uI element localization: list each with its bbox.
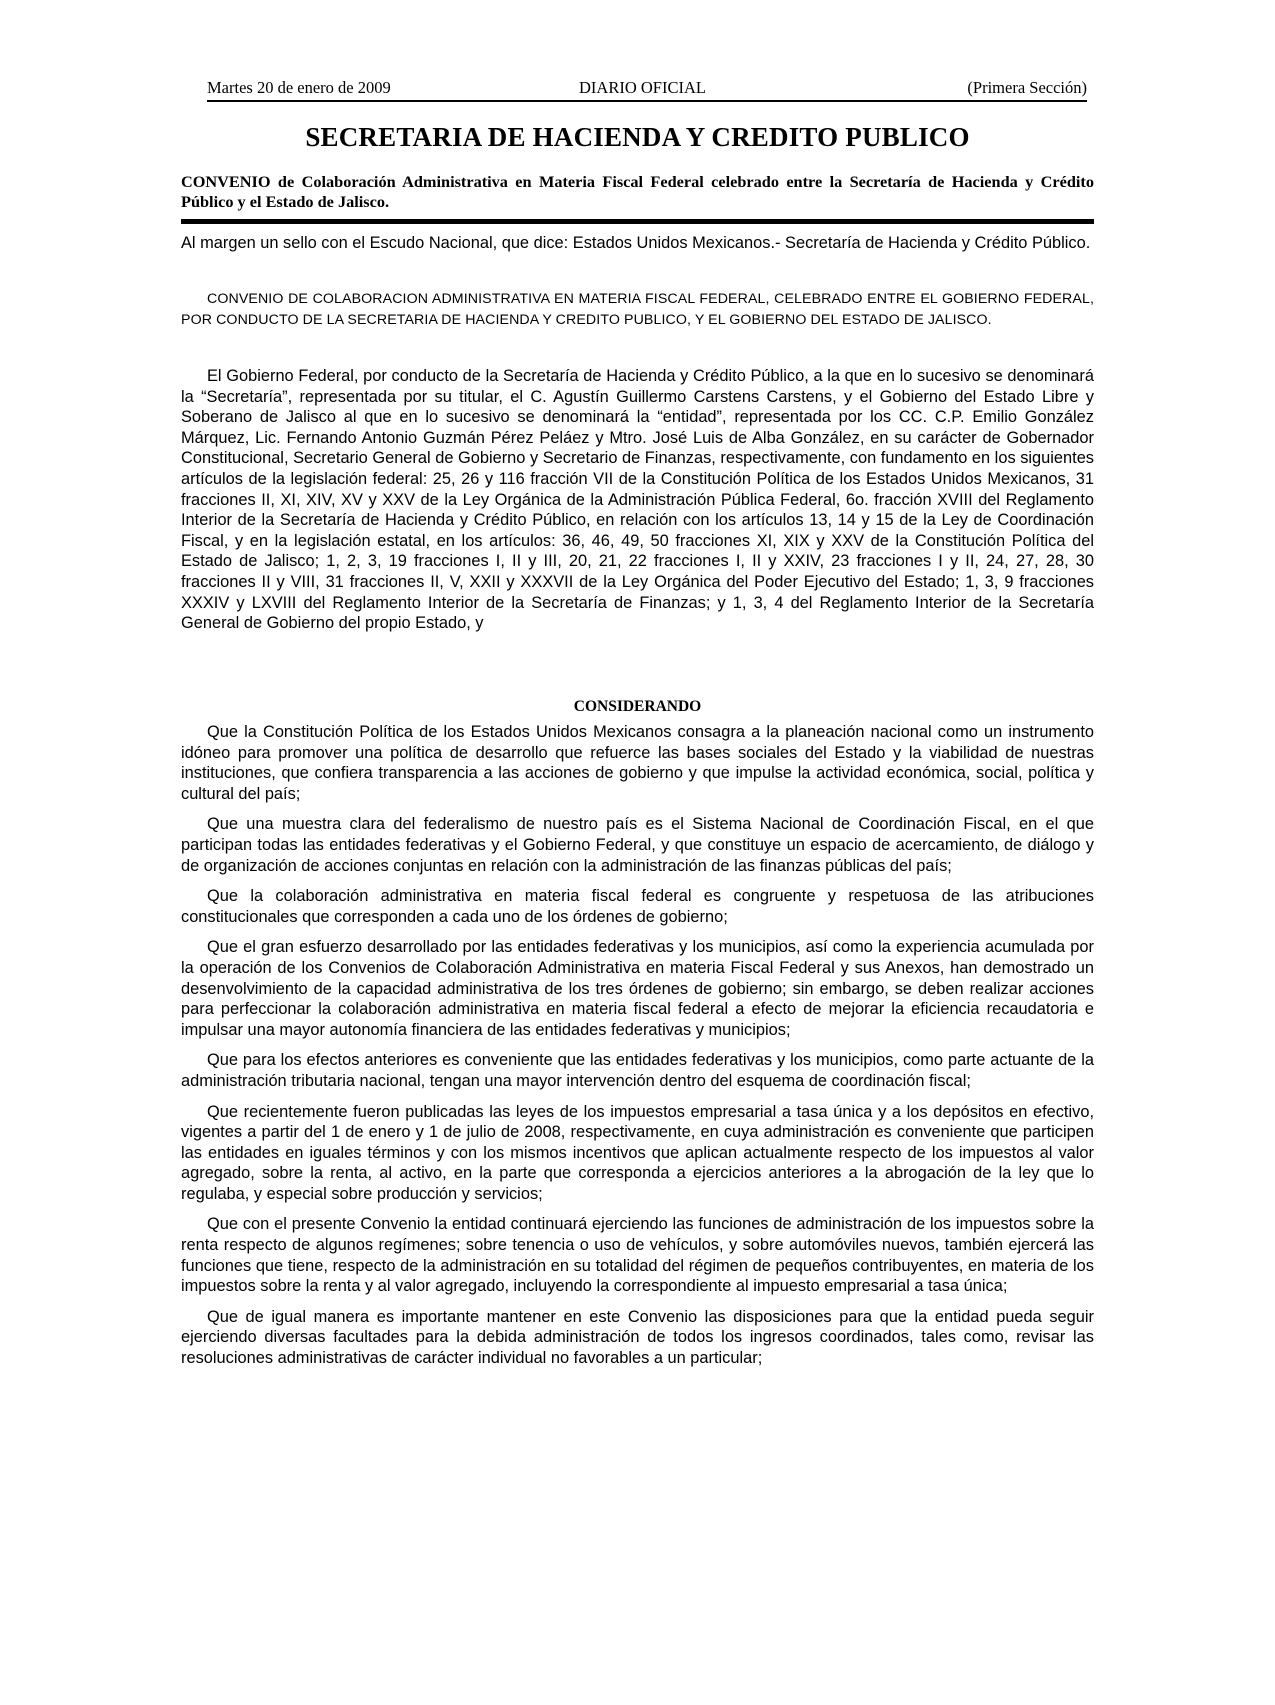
summary-rule <box>181 219 1094 224</box>
document-summary: CONVENIO de Colaboración Administrativa en Materia Fiscal Federal celebrado entre la Secretaría de Hacienda y Crédito Público y el Estado de Jalisco. <box>181 172 1094 211</box>
considerandos-list <box>181 722 1094 1379</box>
considerando-paragraph: Que una muestra clara del federalismo de nuestro país es el Sistema Nacional de Coordinación Fiscal, en el que participan todas las entidades federativas y el Gobierno Federal, y que constituye un espacio de acercamiento, de diálogo y de organización de acciones conjuntas en relación con la administración de las finanzas públicas del país; <box>181 815 1094 875</box>
header-rule <box>207 100 1087 102</box>
header-section: (Primera Sección) <box>967 78 1087 97</box>
considerando-paragraph: Que con el presente Convenio la entidad continuará ejerciendo las funciones de administración de los impuestos sobre la renta respecto de algunos regímenes; sobre tenencia o uso de vehículos, y sobre automóviles nuevos, también ejercerá las funciones que tiene, respecto de la administración en su totalidad del régimen de pequeños contribuyentes, en materia de los impuestos sobre la renta y al valor agregado, incluyendo la correspondiente al impuesto empresarial a tasa única; <box>181 1215 1094 1296</box>
considerando-paragraph: Que la Constitución Política de los Estados Unidos Mexicanos consagra a la planeación nacional como un instrumento idóneo para promover una política de desarrollo que refuerce las bases sociales del Estado y la viabilidad de nuestras instituciones, que confiera transparencia a las acciones de gobierno y que impulse la actividad económica, social, política y cultural del país; <box>181 723 1094 803</box>
considerando-paragraph: Que el gran esfuerzo desarrollado por las entidades federativas y los municipios, así como la experiencia acumulada por la operación de los Convenios de Colaboración Administrativa en materia Fiscal Federal y sus Anexos, han demostrado un desenvolvimiento de la capacidad administrativa de los tres órdenes de gobierno; sin embargo, se deben realizar acciones para perfeccionar la colaboración administrativa en materia fiscal federal a efecto de mejorar la eficiencia recaudatoria e impulsar una mayor autonomía financiera de las entidades federativas y municipios; <box>181 938 1094 1039</box>
considerando-heading: CONSIDERANDO <box>573 698 702 715</box>
considerando-paragraph: Que recientemente fueron publicadas las leyes de los impuestos empresarial a tasa única y a los depósitos en efectivo, vigentes a partir del 1 de enero y 1 de julio de 2008, respectivamente, en cuya administración es conveniente que participen las entidades en iguales términos y con los mismos incentivos que aplican actualmente respecto de los impuestos al valor agregado, sobre la renta, al activo, en la parte que corresponda a ejercicios anteriores a la abrogación de la ley que lo regulaba, y especial sobre producción y servicios; <box>181 1102 1094 1203</box>
caps-title: CONVENIO DE COLABORACION ADMINISTRATIVA EN MATERIA FISCAL FEDERAL, CELEBRADO ENTRE EL GOBIERNO FEDERAL, POR CONDUCTO DE LA SECRETARIA DE HACIENDA Y CREDITO PUBLICO, Y EL GOBIERNO DEL ESTADO DE JALISCO. <box>181 291 1094 328</box>
considerando-paragraph: Que para los efectos anteriores es conveniente que las entidades federativas y los municipios, como parte actuante de la administración tributaria nacional, tengan una mayor intervención dentro del esquema de coordinación fiscal; <box>181 1051 1094 1090</box>
header-publication: DIARIO OFICIAL <box>579 78 706 97</box>
running-header <box>207 78 1087 100</box>
considerando-paragraph: Que de igual manera es importante mantener en este Convenio las disposiciones para que la entidad pueda seguir ejerciendo diversas facultades para la debida administración de todos los ingresos coordinados, tales como, revisar las resoluciones administrativas de carácter individual no favorables a un particular; <box>181 1307 1094 1368</box>
intro-paragraph: El Gobierno Federal, por conducto de la Secretaría de Hacienda y Crédito Público, a la que en lo sucesivo se denominará la “Secretaría”, representada por su titular, el C. Agustín Guillermo Carstens Carstens, y el Gobierno del Estado Libre y Soberano de Jalisco al que en lo sucesivo se denominará la “entidad”, representada por los CC. C.P. Emilio González Márquez, Lic. Fernando Antonio Guzmán Pérez Peláez y Mtro. José Luis de Alba González, en su carácter de Gobernador Constitucional, Secretario General de Gobierno y Secretario de Finanzas, respectivamente, con fundamento en los siguientes artículos de la legislación federal: 25, 26 y 116 fracción VII de la Constitución Política de los Estados Unidos Mexicanos, 31 fracciones II, XI, XIV, XV y XXV de la Ley Orgánica de la Administración Pública Federal, 6o. fracción XVIII del Reglamento Interior de la Secretaría de Hacienda y Crédito Público, en relación con los artículos 13, 14 y 15 de la Ley de Coordinación Fiscal, y en la legislación estatal, en los artículos: 36, 46, 49, 50 fracciones XI, XIX y XXV de la Constitución Política del Estado de Jalisco; 1, 2, 3, 19 fracciones I, II y III, 20, 21, 22 fracciones I, II y XXIV, 23 fracciones I y II, 24, 27, 28, 30 fracciones II y VIII, 31 fracciones II, V, XXII y XXXVII de la Ley Orgánica del Poder Ejecutivo del Estado; 1, 3, 9 fracciones XXXIV y LXVIII del Reglamento Interior de la Secretaría de Finanzas; y 1, 3, 4 del Reglamento Interior de la Secretaría General de Gobierno del propio Estado, y <box>181 367 1094 633</box>
section-title: SECRETARIA DE HACIENDA Y CREDITO PUBLICO <box>305 122 970 152</box>
header-date: Martes 20 de enero de 2009 <box>207 78 391 97</box>
margin-note: Al margen un sello con el Escudo Nacional, que dice: Estados Unidos Mexicanos.- Secretaría de Hacienda y Crédito Público. <box>181 234 1091 252</box>
considerando-paragraph: Que la colaboración administrativa en materia fiscal federal es congruente y respetuosa de las atribuciones constitucionales que corresponden a cada uno de los órdenes de gobierno; <box>181 887 1094 926</box>
